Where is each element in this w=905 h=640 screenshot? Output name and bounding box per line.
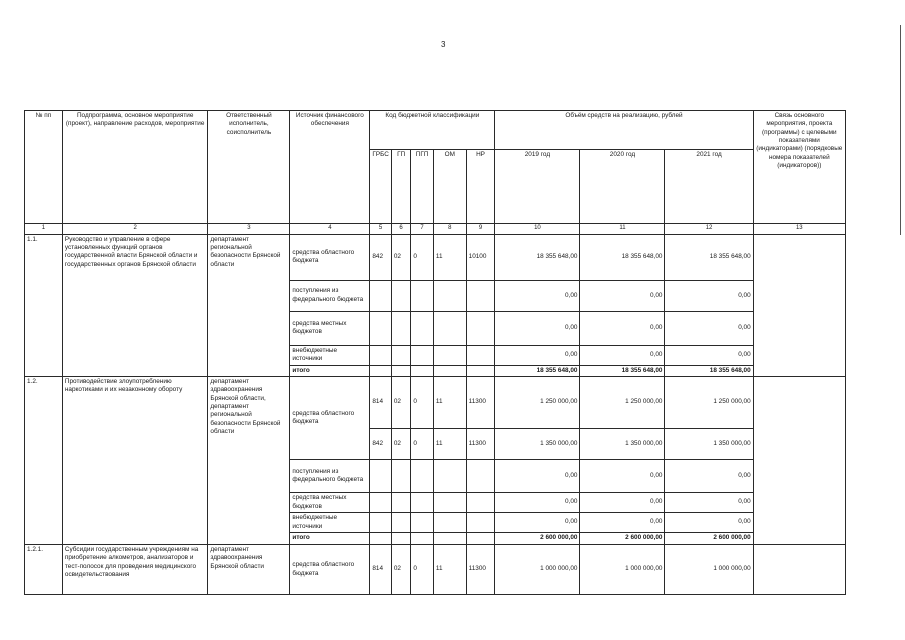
code-gp (391, 513, 410, 533)
code-pgp (411, 311, 434, 345)
value-2019: 18 355 648,00 (495, 234, 580, 280)
code-pgp: 0 (411, 377, 434, 429)
item-responsible: департамент здравоохранения Брянской области, департамент региональной безопасности Брянской области (208, 377, 290, 545)
funding-source: итого (290, 365, 370, 376)
value-2019: 0,00 (495, 460, 580, 493)
code-nr (466, 513, 495, 533)
value-2021: 18 355 648,00 (665, 365, 753, 376)
value-2019: 0,00 (495, 280, 580, 311)
code-om (433, 513, 466, 533)
code-grbs (370, 345, 392, 365)
code-om (433, 460, 466, 493)
code-pgp (411, 533, 434, 545)
header-year-2019: 2019 год (495, 150, 580, 224)
code-om (433, 493, 466, 513)
funding-source: итого (290, 533, 370, 545)
value-2019: 1 000 000,00 (495, 545, 580, 595)
column-number: 12 (665, 224, 753, 235)
code-om (433, 345, 466, 365)
code-nr (466, 280, 495, 311)
header-volume: Объём средств на реализацию, рублей (495, 111, 753, 150)
code-om (433, 365, 466, 376)
code-pgp (411, 460, 434, 493)
value-2021: 0,00 (665, 311, 753, 345)
code-grbs (370, 460, 392, 493)
header-kbk: Код бюджетной классификации (370, 111, 495, 150)
header-responsible: Ответственный исполнитель, соисполнитель (208, 111, 290, 224)
funding-source: средства местных бюджетов (290, 311, 370, 345)
value-2020: 0,00 (580, 311, 665, 345)
funding-source: внебюджетные источники (290, 513, 370, 533)
code-pgp (411, 365, 434, 376)
value-2019: 0,00 (495, 345, 580, 365)
code-nr (466, 533, 495, 545)
code-grbs (370, 365, 392, 376)
funding-source: поступления из федерального бюджета (290, 460, 370, 493)
item-name: Руководство и управление в сфере установленных функций органов государственной власти Брянской области и государственных органов Брянской области (62, 234, 208, 376)
item-name: Противодействие злоупотреблению наркотиками и их незаконному обороту (62, 377, 208, 545)
column-number: 4 (290, 224, 370, 235)
code-grbs: 842 (370, 429, 392, 460)
item-number: 1.2.1. (25, 545, 63, 595)
header-source: Источник финансового обеспечения (290, 111, 370, 224)
code-om: 11 (433, 377, 466, 429)
header-year-2021: 2021 год (665, 150, 753, 224)
header-row (25, 111, 846, 150)
code-gp (391, 345, 410, 365)
code-nr (466, 493, 495, 513)
value-2019: 18 355 648,00 (495, 365, 580, 376)
code-nr (466, 311, 495, 345)
value-2021: 0,00 (665, 345, 753, 365)
funding-source: внебюджетные источники (290, 345, 370, 365)
column-number-row (25, 224, 846, 235)
item-responsible: департамент здравоохранения Брянской области (208, 545, 290, 595)
value-2019: 1 350 000,00 (495, 429, 580, 460)
code-nr: 10100 (466, 234, 495, 280)
value-2021: 2 600 000,00 (665, 533, 753, 545)
budget-table (24, 110, 846, 595)
code-om: 11 (433, 429, 466, 460)
code-pgp (411, 345, 434, 365)
header-year-2020: 2020 год (580, 150, 665, 224)
column-number: 2 (62, 224, 208, 235)
code-om (433, 280, 466, 311)
code-grbs: 842 (370, 234, 392, 280)
header-subprogram: Подпрограмма, основное мероприятие (проект), направление расходов, мероприятие (62, 111, 208, 224)
header-grbs: ГРБС (370, 150, 392, 224)
value-2021: 0,00 (665, 280, 753, 311)
code-om: 11 (433, 234, 466, 280)
column-number: 10 (495, 224, 580, 235)
column-number: 11 (580, 224, 665, 235)
header-link: Связь основного мероприятия, проекта (программы) с целевыми показателями (индикаторами) (порядковые номера показателей (индикаторов)) (753, 111, 845, 224)
code-om (433, 533, 466, 545)
value-2021: 18 355 648,00 (665, 234, 753, 280)
code-gp (391, 365, 410, 376)
value-2019: 0,00 (495, 513, 580, 533)
value-2020: 0,00 (580, 493, 665, 513)
column-number: 7 (411, 224, 434, 235)
code-grbs (370, 513, 392, 533)
value-2019: 2 600 000,00 (495, 533, 580, 545)
code-gp: 02 (391, 429, 410, 460)
code-pgp: 0 (411, 545, 434, 595)
code-pgp: 0 (411, 234, 434, 280)
value-2021: 1 000 000,00 (665, 545, 753, 595)
code-om: 11 (433, 545, 466, 595)
code-grbs (370, 280, 392, 311)
funding-source: средства областного бюджета (290, 545, 370, 595)
column-number: 13 (753, 224, 845, 235)
code-pgp (411, 280, 434, 311)
value-2020: 18 355 648,00 (580, 234, 665, 280)
code-nr: 11300 (466, 545, 495, 595)
header-gp: ГП (391, 150, 410, 224)
funding-source: средства областного бюджета (290, 377, 370, 460)
value-2020: 1 250 000,00 (580, 377, 665, 429)
funding-source: средства областного бюджета (290, 234, 370, 280)
code-grbs: 814 (370, 377, 392, 429)
code-pgp: 0 (411, 429, 434, 460)
value-2021: 0,00 (665, 460, 753, 493)
value-2019: 0,00 (495, 311, 580, 345)
table-row (25, 545, 846, 595)
value-2020: 18 355 648,00 (580, 365, 665, 376)
page-number: 3 (441, 40, 446, 49)
code-pgp (411, 493, 434, 513)
value-2020: 0,00 (580, 460, 665, 493)
header-pgp: ПГП (411, 150, 434, 224)
code-gp (391, 280, 410, 311)
value-2021: 1 350 000,00 (665, 429, 753, 460)
value-2020: 0,00 (580, 280, 665, 311)
value-2019: 0,00 (495, 493, 580, 513)
value-2020: 1 350 000,00 (580, 429, 665, 460)
code-nr (466, 460, 495, 493)
table-row (25, 377, 846, 429)
code-om (433, 311, 466, 345)
scan-edge-line (900, 25, 901, 235)
code-pgp (411, 513, 434, 533)
code-gp: 02 (391, 234, 410, 280)
code-nr: 11300 (466, 377, 495, 429)
funding-source: поступления из федерального бюджета (290, 280, 370, 311)
value-2021: 1 250 000,00 (665, 377, 753, 429)
header-om: ОМ (433, 150, 466, 224)
code-grbs (370, 533, 392, 545)
code-nr (466, 345, 495, 365)
value-2020: 0,00 (580, 345, 665, 365)
indicator-link (753, 234, 845, 376)
code-nr: 11300 (466, 429, 495, 460)
code-gp: 02 (391, 545, 410, 595)
indicator-link (753, 377, 845, 545)
table-row (25, 234, 846, 280)
value-2020: 0,00 (580, 513, 665, 533)
column-number: 5 (370, 224, 392, 235)
column-number: 9 (466, 224, 495, 235)
code-gp (391, 533, 410, 545)
code-gp (391, 311, 410, 345)
value-2020: 1 000 000,00 (580, 545, 665, 595)
column-number: 6 (391, 224, 410, 235)
code-gp: 02 (391, 377, 410, 429)
code-gp (391, 460, 410, 493)
item-responsible: департамент региональной безопасности Брянской области (208, 234, 290, 376)
code-nr (466, 365, 495, 376)
indicator-link (753, 545, 845, 595)
item-name: Субсидии государственным учреждениям на приобретение алкометров, анализаторов и тест-полосок для проведения медицинского освидетельствования (62, 545, 208, 595)
funding-source: средства местных бюджетов (290, 493, 370, 513)
code-grbs: 814 (370, 545, 392, 595)
value-2021: 0,00 (665, 513, 753, 533)
column-number: 8 (433, 224, 466, 235)
column-number: 3 (208, 224, 290, 235)
item-number: 1.2. (25, 377, 63, 545)
code-gp (391, 493, 410, 513)
value-2019: 1 250 000,00 (495, 377, 580, 429)
item-number: 1.1. (25, 234, 63, 376)
code-grbs (370, 493, 392, 513)
value-2021: 0,00 (665, 493, 753, 513)
value-2020: 2 600 000,00 (580, 533, 665, 545)
code-grbs (370, 311, 392, 345)
header-nr: НР (466, 150, 495, 224)
column-number: 1 (25, 224, 63, 235)
header-num: № пп (25, 111, 63, 224)
